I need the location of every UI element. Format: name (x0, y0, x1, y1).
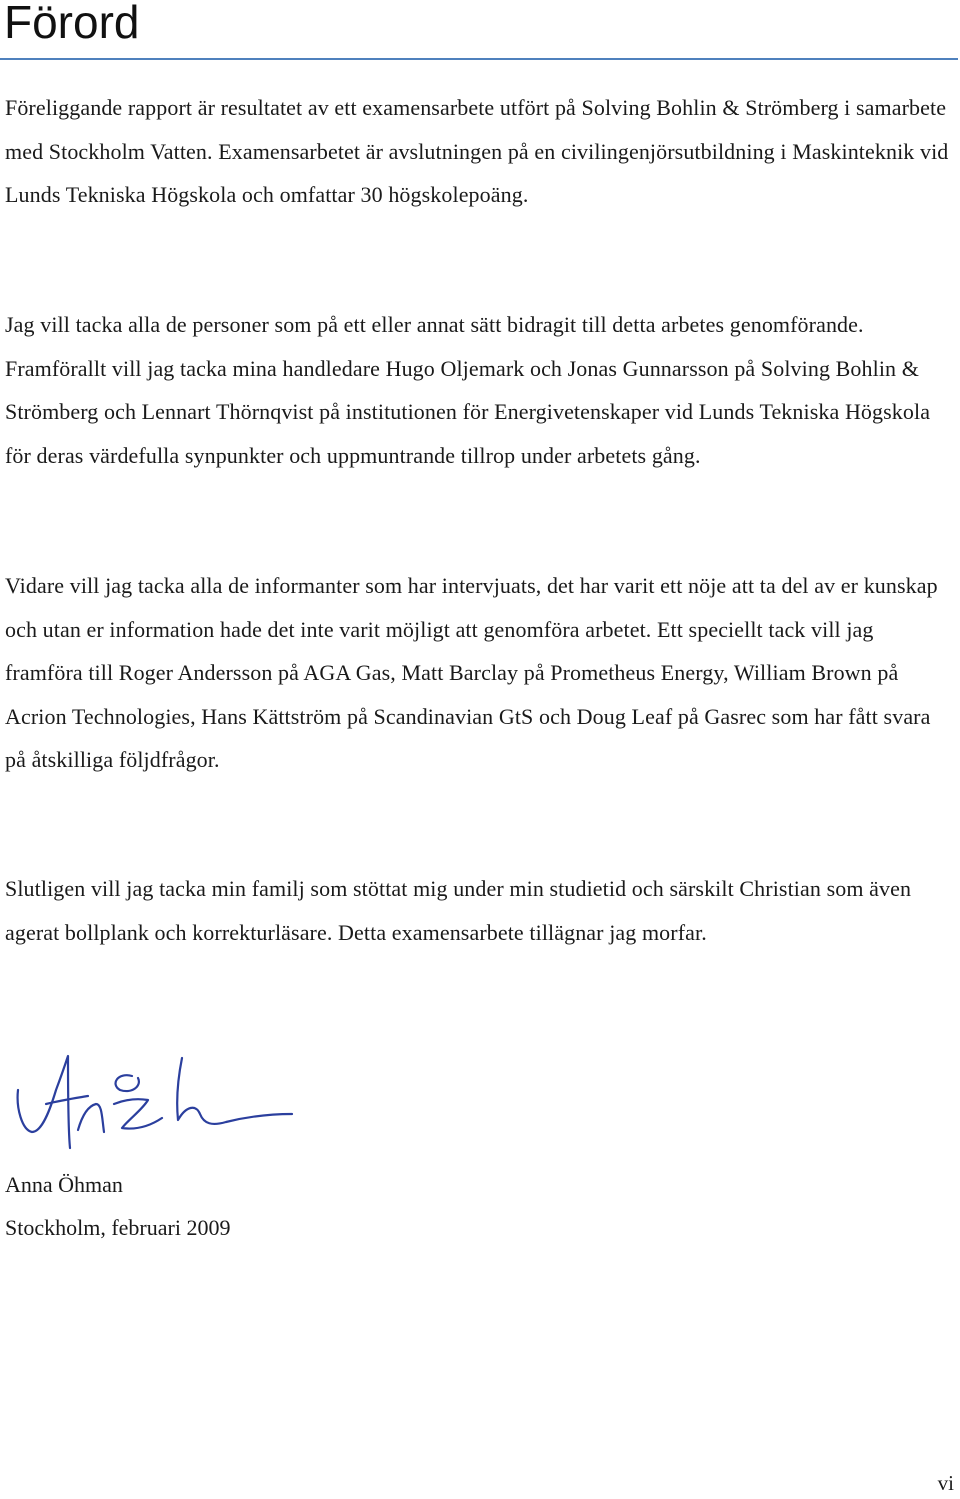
title-underline-rule (0, 58, 958, 60)
paragraph-intro: Föreliggande rapport är resultatet av ett examensarbete utfört på Solving Bohlin & Strömberg i samarbete med Stockholm Vatten. Examensarbetet är avslutningen på en civilingenjörsutbildning i Maskinteknik vid Lunds Tekniska Högskola och omfattar 30 högskolepoäng. (5, 95, 949, 207)
signature-strokes (18, 1056, 292, 1148)
handwritten-signature (10, 1048, 300, 1158)
page-number: vi (937, 1471, 954, 1495)
paragraph-thanks-supervisors: Jag vill tacka alla de personer som på ett eller annat sätt bidragit till detta arbetes genomförande. Framförallt vill jag tacka mina handledare Hugo Oljemark och Jonas Gunnarsson på Solving Bohlin & Strömberg och Lennart Thörnqvist på institutionen för Energivetenskaper vid Lunds Tekniska Högskola för deras värdefulla synpunkter och uppmuntrande tillrop under arbetets gång. (5, 312, 931, 468)
paragraph-thanks-family: Slutligen vill jag tacka min familj som stöttat mig under min studietid och särskilt Christian som även agerat bollplank och korrekturläsare. Detta examensarbete tillägnar jag morfar. (5, 876, 912, 945)
author-name: Anna Öhman (5, 1172, 123, 1197)
place-and-date: Stockholm, februari 2009 (5, 1215, 231, 1240)
page-title: Förord (4, 0, 140, 48)
paragraph-thanks-informants: Vidare vill jag tacka alla de informanter som har intervjuats, det har varit ett nöje att ta del av er kunskap och utan er information hade det inte varit möjligt att genomföra arbetet. Ett speciellt tack vill jag framföra till Roger Andersson på AGA Gas, Matt Barclay på Prometheus Energy, William Brown på Acrion Technologies, Hans Kättström på Scandinavian GtS och Doug Leaf på Gasrec som har fått svara på åtskilliga följdfrågor. (5, 573, 938, 772)
